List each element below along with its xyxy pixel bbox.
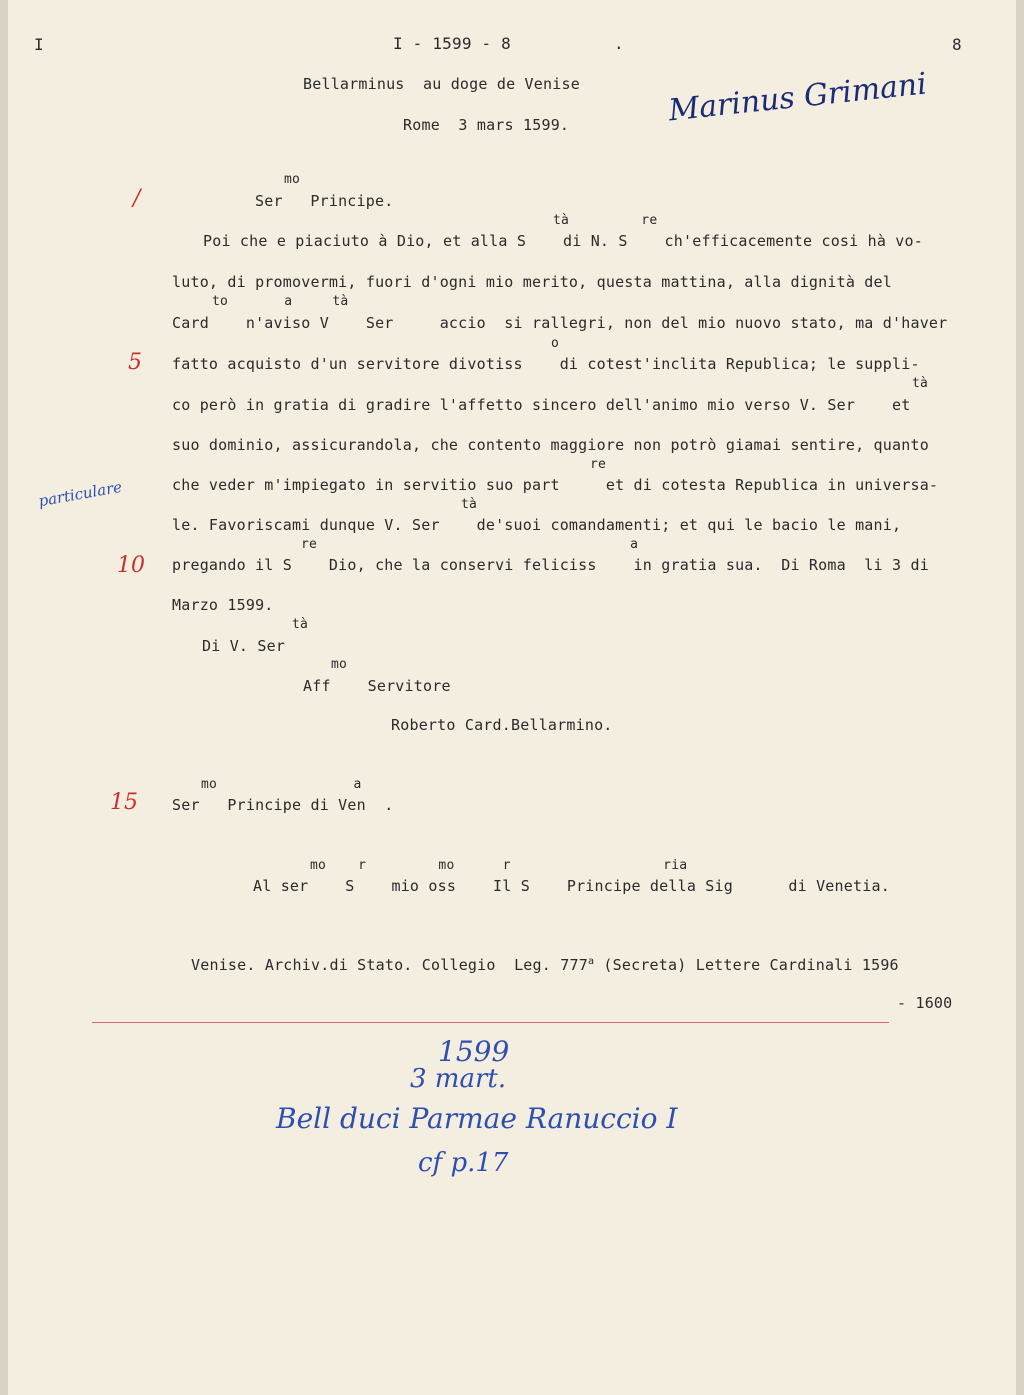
source-citation-part-1: Venise. Archiv.di Stato. Collegio Leg. 777 — [191, 956, 588, 974]
letter-line-5: co però in gratia di gradire l'affetto sincero dell'animo mio verso V. Ser et — [172, 396, 911, 414]
letter-line-2: luto, di promovermi, fuori d'ogni mio merito, questa mattina, alla dignità del — [172, 273, 892, 291]
handwritten-note-reference: Bell duci Parmae Ranuccio I — [276, 1102, 678, 1135]
letter-line-1: Poi che e piaciuto à Dio, et alla S di N. S ch'efficacemente cosi hà vo- — [203, 232, 923, 250]
source-citation-line-2: - 1600 — [897, 994, 953, 1012]
closing-superscript-1: tà — [292, 617, 309, 632]
left-margin-mark: I — [34, 35, 44, 54]
letter-line-1-superscript: tà re — [553, 213, 658, 228]
line-number-1: / — [133, 186, 141, 211]
handwritten-note-year: 1599 — [438, 1035, 510, 1068]
page-number: 8 — [952, 35, 962, 54]
letter-line-4-superscript: o — [551, 336, 560, 351]
closing-line-1: Di V. Ser — [202, 637, 286, 655]
document-page — [8, 0, 1016, 1395]
line-number-5: 5 — [128, 350, 142, 375]
letter-line-7: che veder m'impiegato in servitio suo part et di cotesta Republica in universa- — [172, 476, 939, 494]
document-date: Rome 3 mars 1599. — [403, 116, 570, 134]
source-citation — [191, 956, 899, 974]
letter-line-6: suo dominio, assicurandola, che contento maggiore non potrò giamai sentire, quanto — [172, 436, 929, 454]
letter-line-4: fatto acquisto d'un servitore divotiss di cotest'inclita Republica; le suppli- — [172, 355, 920, 373]
letter-line-10: Marzo 1599. — [172, 596, 274, 614]
letter-line-8: le. Favoriscami dunque V. Ser de'suoi comandamenti; et qui le bacio le mani, — [172, 516, 902, 534]
letter-line-5-superscript: tà — [912, 376, 929, 391]
signature: Roberto Card.Bellarmino. — [391, 716, 613, 734]
address-1-superscript: mo a — [201, 777, 362, 792]
letter-line-9-superscript: re a — [301, 537, 639, 552]
address-2-superscript: mo r mo r ria — [310, 858, 688, 873]
address-1: Ser Principe di Ven . — [172, 796, 394, 814]
red-divider — [92, 1022, 889, 1023]
handwritten-annotation: Marinus Grimani — [666, 66, 929, 129]
address-2: Al ser S mio oss Il S Principe della Sig di Venetia. — [253, 877, 890, 895]
closing-line-2: Aff Servitore — [303, 677, 451, 695]
salutation-superscript: mo — [284, 172, 301, 187]
salutation: Ser Principe. — [255, 192, 394, 210]
source-citation-part-2: (Secreta) Lettere Cardinali 1596 — [594, 956, 899, 974]
source-superscript: a — [587, 956, 595, 967]
handwritten-note-crossref: cf p.17 — [418, 1148, 509, 1178]
line-number-15: 15 — [110, 790, 138, 815]
letter-line-9: pregando il S Dio, che la conservi feliciss in gratia sua. Di Roma li 3 di — [172, 556, 929, 574]
document-title: Bellarminus au doge de Venise — [303, 75, 580, 93]
letter-line-3: Card n'aviso V Ser accio si rallegri, non del mio nuovo stato, ma d'haver — [172, 314, 948, 332]
handwritten-note-date: 3 mart. — [410, 1064, 507, 1094]
letter-line-7-superscript: re — [590, 457, 607, 472]
margin-note: particulare — [37, 477, 124, 511]
letter-line-8-superscript: tà — [461, 497, 478, 512]
closing-superscript-2: mo — [331, 657, 348, 672]
letter-line-3-superscript: to a tà — [212, 294, 349, 309]
header-dot: . — [614, 34, 624, 53]
document-reference: I - 1599 - 8 — [393, 34, 511, 53]
line-number-10: 10 — [117, 553, 145, 578]
